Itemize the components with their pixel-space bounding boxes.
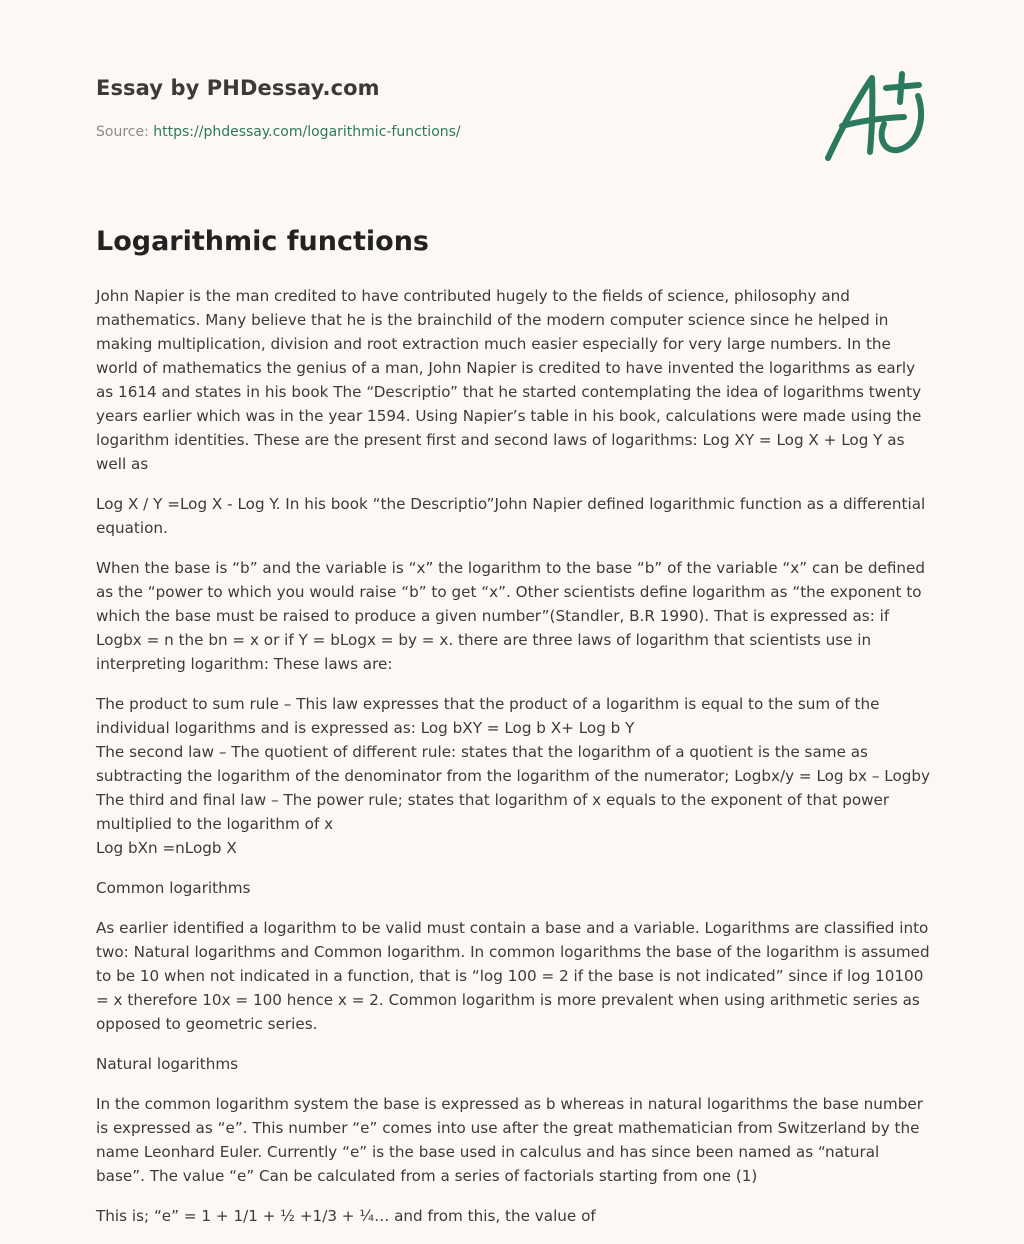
essay-paragraph: This is; “e” = 1 + 1/1 + ½ +1/3 + ¼… and from this, the value of	[96, 1207, 596, 1225]
essay-paragraph: Natural logarithms	[96, 1055, 239, 1073]
essay-paragraph: Log X / Y =Log X - Log Y. In his book “the Descriptio”John Napier defined logarithmic function as a differential equation.	[96, 495, 926, 537]
essay-body	[96, 284, 932, 1244]
essay-paragraph: As earlier identified a logarithm to be valid must contain a base and a variable. Logarithms are classified into two: Natural logarithms and Common logarithm. In common logarithms the base of the logarithm is assumed to be 10 when not indicated in a function, that is “log 100 = 2 if the base is not indicated” since if log 10100 = x therefore 10x = 100 hence x = 2. Common logarithm is more prevalent when using arithmetic series as opposed to geometric series.	[96, 919, 930, 1033]
source-line	[96, 124, 461, 140]
essay-title: Logarithmic functions	[96, 226, 429, 257]
essay-paragraph: The product to sum rule – This law expresses that the product of a logarithm is equal to the sum of the individual logarithms and is expressed as: Log bXY = Log b X+ Log b Y The second law – The quotient of different rule: states that the logarithm of a quotient is the same as subtracting the logarithm of the denominator from the logarithm of the numerator; Logbx/y = Log bx – Logby The third and final law – The power rule; states that logarithm of x equals to the exponent of that power multiplied to the logarithm of x Log bXn =nLogb X	[96, 695, 931, 857]
source-link[interactable]: https://phdessay.com/logarithmic-functions/	[153, 124, 461, 140]
source-label: Source:	[96, 124, 154, 140]
essay-paragraph: When the base is “b” and the variable is “x” the logarithm to the base “b” of the variable “x” can be defined as the “power to which you would raise “b” to get “x”. Other scientists define logarithm as “the exponent to which the base must be raised to produce a given number”(Standler, B.R 1990). That is expressed as: if Logbx = n the bn = x or if Y = bLogx = by = x. there are three laws of logarithm that scientists use in interpreting logarithm: These laws are:	[96, 559, 926, 673]
essay-paragraph: In the common logarithm system the base is expressed as b whereas in natural logarithms the base number is expressed as “e”. This number “e” comes into use after the great mathematician from Switzerland by the name Leonhard Euler. Currently “e” is the base used in calculus and has since been named as “natural base”. The value “e” Can be calculated from a series of factorials starting from one (1)	[96, 1095, 923, 1185]
a-plus-logo-icon	[820, 66, 930, 166]
site-title: Essay by PHDessay.com	[96, 76, 380, 100]
essay-paragraph: John Napier is the man credited to have contributed hugely to the fields of science, philosophy and mathematics. Many believe that he is the brainchild of the modern computer science since he helped in making multiplication, division and root extraction much easier especially for very large numbers. In the world of mathematics the genius of a man, John Napier is credited to have invented the logarithms as early as 1614 and states in his book The “Descriptio” that he started contemplating the idea of logarithms twenty years earlier which was in the year 1594. Using Napier’s table in his book, calculations were made using the logarithm identities. These are the present first and second laws of logarithms: Log XY = Log X + Log Y as well as	[96, 287, 922, 473]
essay-paragraph: Common logarithms	[96, 879, 251, 897]
